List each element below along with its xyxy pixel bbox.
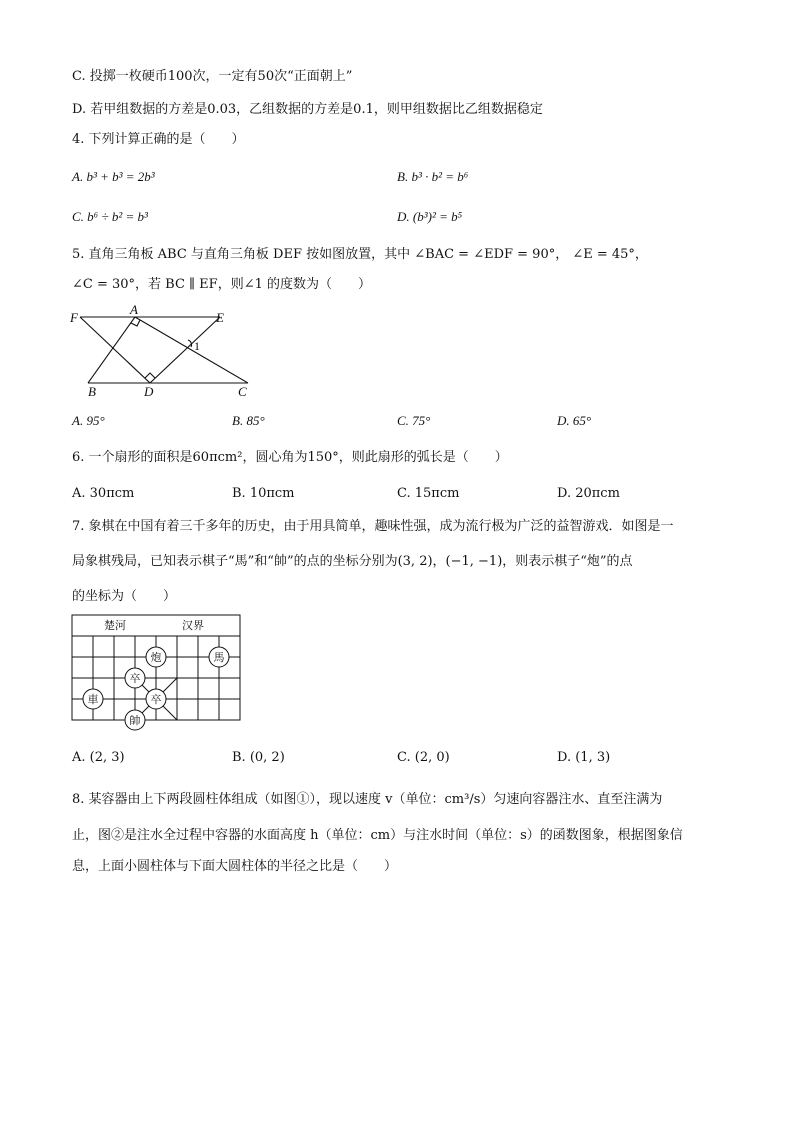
svg-text:帥: 帥 xyxy=(129,714,141,727)
q4-option-a: A. b³ + b³ = 2b³ xyxy=(72,169,155,184)
q4-stem: 4. 下列计算正确的是（ ） xyxy=(72,132,245,147)
q3-option-c: C. 投掷一枚硬币100次，一定有50次“正面朝上” xyxy=(72,69,353,84)
q5-option-d: D. 65° xyxy=(557,413,592,428)
q7-chess-board xyxy=(70,612,245,734)
q7-option-c: C. (2, 0) xyxy=(397,750,450,765)
label-e: E xyxy=(216,310,224,325)
q6-option-b: B. 10πcm xyxy=(232,486,295,501)
label-angle-1: 1 xyxy=(194,339,200,353)
segment-ba xyxy=(88,317,135,383)
river-label-han: 汉界 xyxy=(182,619,204,632)
river-label-chu: 楚河 xyxy=(104,619,126,632)
label-f: F xyxy=(70,310,78,325)
svg-text:卒: 卒 xyxy=(150,693,162,706)
q7-stem-line2: 局象棋残局，已知表示棋子“馬”和“帥”的点的坐标分别为(3, 2)，(−1, −1)，则表示棋子“炮”的点 xyxy=(72,554,633,569)
q5-option-a: A. 95° xyxy=(72,413,105,428)
q5-option-c: C. 75° xyxy=(397,413,431,428)
right-angle-mark-d xyxy=(145,373,155,378)
segment-de xyxy=(150,317,220,383)
q5-option-b: B. 85° xyxy=(232,413,265,428)
q6-option-a: A. 30πcm xyxy=(72,486,135,501)
q7-option-d: D. (1, 3) xyxy=(557,750,611,765)
q4-option-b: B. b³ · b² = b⁶ xyxy=(397,169,469,184)
piece-shuai xyxy=(125,710,145,730)
piece-zu-right xyxy=(146,689,166,709)
q6-option-d: D. 20πcm xyxy=(557,486,620,501)
piece-zu-left xyxy=(125,668,145,688)
q4-option-d: D. (b³)² = b⁵ xyxy=(397,209,463,224)
q7-option-b: B. (0, 2) xyxy=(232,750,285,765)
piece-pao xyxy=(146,647,166,667)
q6-stem: 6. 一个扇形的面积是60πcm²，圆心角为150°，则此扇形的弧长是（ ） xyxy=(72,450,508,465)
label-d: D xyxy=(144,384,154,399)
svg-text:卒: 卒 xyxy=(129,672,141,685)
q5-stem-line1: 5. 直角三角板 ABC 与直角三角板 DEF 按如图放置，其中 ∠BAC = ∠EDF = 90°， ∠E = 45°， xyxy=(72,247,648,262)
label-a: A xyxy=(130,302,138,317)
q7-stem-line3: 的坐标为（ ） xyxy=(72,589,177,604)
q5-triangle-figure xyxy=(60,300,260,400)
segment-ac xyxy=(135,317,248,383)
svg-text:馬: 馬 xyxy=(213,651,225,664)
q7-stem-line1: 7. 象棋在中国有着三千多年的历史，由于用具简单，趣味性强，成为流行极为广泛的益智游戏．如图是一 xyxy=(72,519,674,534)
q8-stem-line3: 息，上面小圆柱体与下面大圆柱体的半径之比是（ ） xyxy=(72,859,398,874)
svg-text:炮: 炮 xyxy=(150,651,162,664)
piece-ma xyxy=(209,647,229,667)
q3-option-d: D. 若甲组数据的方差是0.03，乙组数据的方差是0.1，则甲组数据比乙组数据稳定 xyxy=(72,102,543,117)
svg-text:車: 車 xyxy=(87,693,99,706)
q7-option-a: A. (2, 3) xyxy=(72,750,125,765)
label-c: C xyxy=(238,384,247,399)
q8-stem-line2: 止，图②是注水全过程中容器的水面高度 h（单位：cm）与注水时间（单位：s）的函数图象，根据图象信 xyxy=(72,828,683,843)
q5-stem-line2: ∠C = 30°，若 BC ∥ EF，则∠1 的度数为（ ） xyxy=(72,277,371,292)
q4-option-c: C. b⁶ ÷ b² = b³ xyxy=(72,209,148,224)
segment-fd xyxy=(80,317,150,383)
label-b: B xyxy=(88,384,96,399)
q8-stem-line1: 8. 某容器由上下两段圆柱体组成（如图①），现以速度 v（单位：cm³/s）匀速向容器注水、直至注满为 xyxy=(72,792,663,807)
piece-ju xyxy=(83,689,103,709)
q6-option-c: C. 15πcm xyxy=(397,486,460,501)
